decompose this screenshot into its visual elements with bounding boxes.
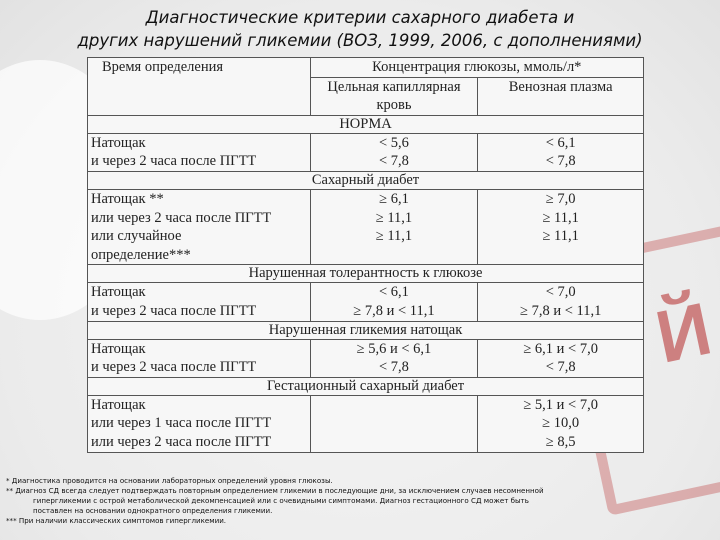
time-cell [88, 283, 311, 321]
footnote-3: *** При наличии классических симптомов гипергликемии. [6, 516, 227, 525]
blood-cell-line: < 6,1 [379, 284, 409, 301]
section-title: Гестационный сахарный диабет [88, 377, 644, 395]
blood-cell-line [314, 246, 475, 265]
plasma-cell-line: ≥ 6,1 и < 7,0 [523, 340, 598, 357]
blood-cell-line [314, 396, 475, 415]
header-time: Время определения [88, 58, 311, 116]
plasma-cell-line: ≥ 7,0 [545, 190, 576, 207]
plasma-cell-line: ≥ 11,1 [542, 209, 579, 226]
blood-cell [310, 395, 478, 452]
title-line-1: Диагностические критерии сахарного диабета и [145, 8, 575, 27]
blood-cell [310, 339, 478, 377]
section-title: Сахарный диабет [88, 171, 644, 189]
footnote-2-cont: гипергликемии с острой метаболической декомпенсацией или с очевидными симптомами. Диагноз гестационного СД может быть [33, 496, 529, 505]
section-row [88, 321, 644, 339]
section-row [88, 115, 644, 133]
plasma-cell-line: < 7,0 [545, 284, 576, 301]
time-cell [88, 339, 311, 377]
header-concentration: Концентрация глюкозы, ммоль/л* [310, 58, 643, 78]
time-cell-line: или через 1 часа после ПГТТ [91, 415, 272, 432]
time-cell [88, 133, 311, 171]
time-cell-line: или через 2 часа после ПГТТ [91, 433, 272, 450]
blood-cell-line: ≥ 6,1 [379, 190, 409, 207]
time-cell-line: Натощак [91, 340, 146, 357]
plasma-cell-line: ≥ 10,0 [542, 415, 580, 432]
plasma-cell-line: ≥ 5,1 и < 7,0 [523, 396, 598, 413]
blood-cell-line: < 7,8 [379, 153, 409, 170]
plasma-cell-line: ≥ 11,1 [542, 228, 579, 245]
time-cell-line: или через 2 часа после ПГТТ [91, 209, 272, 226]
time-cell-line: и через 2 часа после ПГТТ [91, 302, 257, 319]
blood-cell-line: < 5,6 [379, 134, 409, 151]
plasma-cell [478, 339, 644, 377]
blood-cell-line: ≥ 7,8 и < 11,1 [353, 302, 435, 319]
section-title: Нарушенная толерантность к глюкозе [88, 265, 644, 283]
section-row [88, 171, 644, 189]
header-venous-plasma: Венозная плазма [478, 77, 644, 115]
time-cell-line: определение*** [91, 246, 191, 263]
blood-cell-line: ≥ 11,1 [375, 228, 413, 245]
plasma-cell-line: < 7,8 [545, 153, 576, 170]
plasma-cell [478, 283, 644, 321]
time-cell [88, 395, 311, 452]
title-line-2: других нарушений гликемии (ВОЗ, 1999, 2006, с дополнениями) [77, 31, 643, 50]
time-cell-line: Натощак ** [91, 190, 164, 207]
plasma-cell-line [481, 246, 640, 265]
footnote-2-cont2: поставлен на основании однократного определения гликемии. [33, 506, 273, 515]
table-row [88, 189, 644, 264]
stamp-letter: Й [648, 286, 720, 379]
section-row [88, 265, 644, 283]
time-cell [88, 189, 311, 264]
plasma-cell-line: < 7,8 [545, 359, 576, 376]
blood-cell-line: < 7,8 [379, 359, 409, 376]
footnote-2: ** Диагноз СД всегда следует подтверждать повторным определением гликемии в последующие дни, за исключением случаев несомненной [6, 486, 544, 495]
plasma-cell-line: ≥ 7,8 и < 11,1 [519, 302, 602, 319]
header-whole-blood: Цельная капиллярная кровь [310, 77, 478, 115]
blood-cell-line: ≥ 5,6 и < 6,1 [356, 340, 432, 357]
plasma-cell-line: < 6,1 [545, 134, 576, 151]
section-row [88, 377, 644, 395]
section-title: Нарушенная гликемия натощак [88, 321, 644, 339]
time-cell-line: и через 2 часа после ПГТТ [91, 359, 257, 376]
blood-cell [310, 283, 478, 321]
time-cell-line: или случайное [91, 228, 182, 245]
time-cell-line: и через 2 часа после ПГТТ [91, 153, 257, 170]
page-title [0, 6, 720, 52]
table-row [88, 133, 644, 171]
table-row [88, 283, 644, 321]
plasma-cell [478, 133, 644, 171]
blood-cell [310, 189, 478, 264]
blood-cell [310, 133, 478, 171]
blood-cell-line: ≥ 11,1 [375, 209, 413, 226]
time-cell-line: Натощак [91, 396, 146, 413]
table-row [88, 395, 644, 452]
plasma-cell [478, 395, 644, 452]
footnote-1: * Диагностика проводится на основании лабораторных определений уровня глюкозы. [6, 476, 333, 485]
section-title: НОРМА [88, 115, 644, 133]
plasma-cell [478, 189, 644, 264]
time-cell-line: Натощак [91, 134, 146, 151]
blood-cell-line [314, 433, 475, 452]
footnotes [6, 476, 716, 526]
table-body [88, 115, 644, 452]
diagnostic-criteria-table [87, 57, 644, 453]
blood-cell-line [314, 414, 475, 433]
table-row [88, 339, 644, 377]
time-cell-line: Натощак [91, 284, 146, 301]
plasma-cell-line: ≥ 8,5 [545, 433, 576, 450]
